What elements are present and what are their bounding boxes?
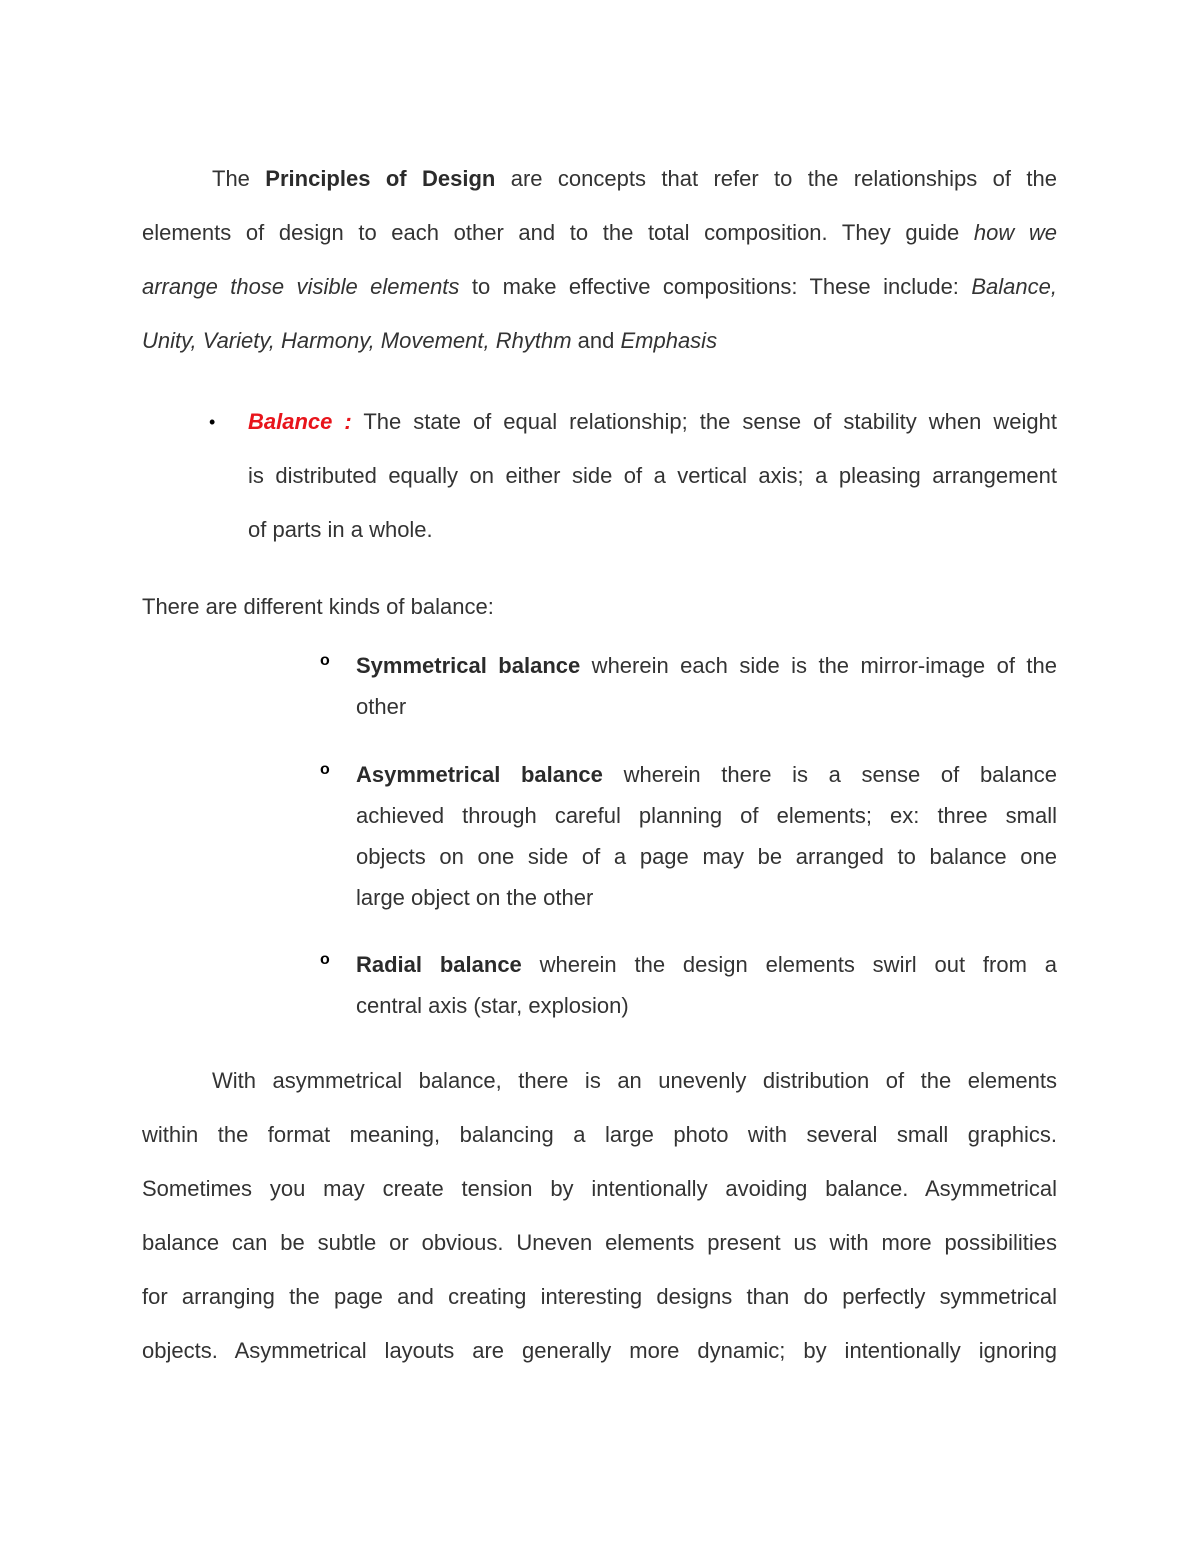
asymmetrical-term: Asymmetrical balance <box>356 762 603 787</box>
balance-term: Balance : <box>248 409 352 434</box>
intro-line-3: arrange those visible elements to make effective compositions: These include: Balance, <box>142 274 1057 299</box>
asymmetrical-item: Asymmetrical balance wherein there is a sense of balance achieved through careful planning of elements; ex: three small objects on one side of a page may be arranged to balance one large object on the other <box>356 762 1058 910</box>
intro-paragraph <box>142 152 1057 368</box>
radial-item: Radial balance wherein the design elements swirl out from a central axis (star, explosion) <box>356 952 1057 1018</box>
symmetrical-item: Symmetrical balance wherein each side is the mirror-image of the other <box>356 653 1057 719</box>
symmetrical-term: Symmetrical balance <box>356 653 581 678</box>
bullet-icon: • <box>209 412 216 432</box>
radial-term: Radial balance <box>356 952 522 977</box>
principles-of-design-term: Principles of Design <box>265 166 496 191</box>
balance-line-1: Balance : The state of equal relationship; the sense of stability when weight <box>248 409 1057 434</box>
sub-bullet-icon: o <box>320 652 330 669</box>
intro-line-4: Unity, Variety, Harmony, Movement, Rhythm and Emphasis <box>142 328 718 353</box>
balance-bullet-item <box>248 395 1057 557</box>
kinds-intro: There are different kinds of balance: <box>142 594 494 619</box>
balance-line-2: is distributed equally on either side of a vertical axis; a pleasing arrangement <box>248 463 1057 488</box>
sub-bullet-icon: o <box>320 761 330 778</box>
balance-line-3: of parts in a whole. <box>248 517 433 542</box>
intro-line-2: elements of design to each other and to the total composition. They guide how we <box>142 220 1058 245</box>
intro-line-1: The Principles of Design are concepts that refer to the relationships of the <box>212 166 1057 191</box>
closing-paragraph: With asymmetrical balance, there is an unevenly distribution of the elements within the format meaning, balancing a large photo with several small graphics. Sometimes you may create tension by intentionally avoiding balance. Asymmetrical balance can be subtle or obvious. Uneven elements present us with more possibilities for arranging the page and creating interesting designs than do perfectly symmetrical objects. Asymmetrical layouts are generally more dynamic; by intentionally ignoring <box>142 1068 1057 1363</box>
sub-bullet-icon: o <box>320 951 330 968</box>
